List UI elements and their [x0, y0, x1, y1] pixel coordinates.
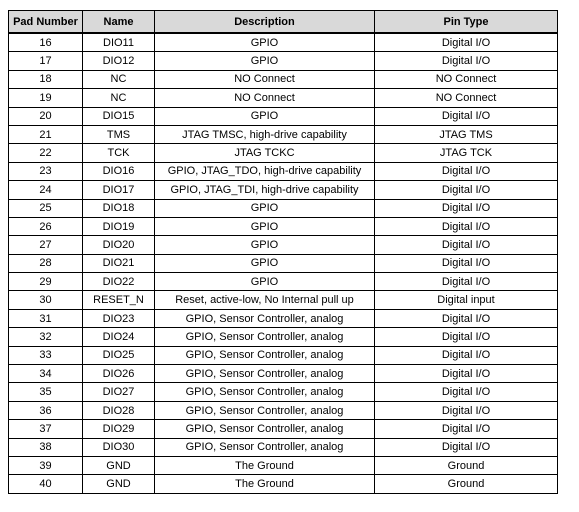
table-row: [9, 383, 558, 401]
cell-pin-type: Digital I/O: [375, 181, 558, 199]
cell-pin-type: Digital I/O: [375, 33, 558, 52]
header-pad-number: Pad Number: [9, 11, 83, 34]
cell-name: GND: [83, 456, 155, 474]
cell-pad-number: 18: [9, 70, 83, 88]
table-header: [9, 11, 558, 34]
cell-name: DIO24: [83, 328, 155, 346]
table-row: [9, 346, 558, 364]
cell-pin-type: Digital I/O: [375, 236, 558, 254]
table-row: [9, 181, 558, 199]
cell-pad-number: 40: [9, 475, 83, 493]
header-pin-type: Pin Type: [375, 11, 558, 34]
cell-description: GPIO, Sensor Controller, analog: [155, 328, 375, 346]
cell-description: GPIO: [155, 33, 375, 52]
table-row: [9, 217, 558, 235]
table-row: [9, 273, 558, 291]
cell-description: The Ground: [155, 475, 375, 493]
cell-description: Reset, active-low, No Internal pull up: [155, 291, 375, 309]
cell-name: DIO22: [83, 273, 155, 291]
cell-description: GPIO: [155, 254, 375, 272]
table-row: [9, 309, 558, 327]
table-row: [9, 420, 558, 438]
cell-pad-number: 24: [9, 181, 83, 199]
cell-name: DIO15: [83, 107, 155, 125]
cell-name: TMS: [83, 125, 155, 143]
table-row: [9, 438, 558, 456]
cell-description: GPIO, JTAG_TDI, high-drive capability: [155, 181, 375, 199]
cell-pin-type: Digital I/O: [375, 273, 558, 291]
pin-table: [8, 10, 558, 494]
table-body: [9, 33, 558, 493]
cell-name: TCK: [83, 144, 155, 162]
cell-pad-number: 26: [9, 217, 83, 235]
cell-name: NC: [83, 70, 155, 88]
cell-pad-number: 33: [9, 346, 83, 364]
table-row: [9, 144, 558, 162]
cell-name: DIO25: [83, 346, 155, 364]
cell-pad-number: 35: [9, 383, 83, 401]
cell-name: DIO16: [83, 162, 155, 180]
cell-description: GPIO, Sensor Controller, analog: [155, 401, 375, 419]
cell-name: DIO28: [83, 401, 155, 419]
cell-description: GPIO, Sensor Controller, analog: [155, 420, 375, 438]
cell-pin-type: NO Connect: [375, 89, 558, 107]
cell-description: GPIO, Sensor Controller, analog: [155, 365, 375, 383]
cell-description: GPIO, Sensor Controller, analog: [155, 383, 375, 401]
cell-description: GPIO, Sensor Controller, analog: [155, 438, 375, 456]
cell-pad-number: 36: [9, 401, 83, 419]
cell-description: GPIO: [155, 236, 375, 254]
table-row: [9, 456, 558, 474]
cell-pad-number: 20: [9, 107, 83, 125]
cell-pin-type: Digital I/O: [375, 420, 558, 438]
cell-name: DIO21: [83, 254, 155, 272]
cell-pad-number: 21: [9, 125, 83, 143]
header-description: Description: [155, 11, 375, 34]
cell-name: RESET_N: [83, 291, 155, 309]
cell-pin-type: Digital I/O: [375, 401, 558, 419]
table-row: [9, 70, 558, 88]
cell-name: DIO23: [83, 309, 155, 327]
cell-name: DIO11: [83, 33, 155, 52]
cell-name: DIO27: [83, 383, 155, 401]
cell-pad-number: 17: [9, 52, 83, 70]
cell-pin-type: NO Connect: [375, 70, 558, 88]
cell-description: GPIO: [155, 107, 375, 125]
cell-pin-type: Digital I/O: [375, 107, 558, 125]
cell-pad-number: 37: [9, 420, 83, 438]
cell-pin-type: Digital I/O: [375, 365, 558, 383]
cell-description: GPIO: [155, 199, 375, 217]
cell-pad-number: 27: [9, 236, 83, 254]
cell-pin-type: Digital I/O: [375, 254, 558, 272]
cell-pin-type: Digital I/O: [375, 438, 558, 456]
cell-description: NO Connect: [155, 70, 375, 88]
cell-name: DIO19: [83, 217, 155, 235]
table-row: [9, 291, 558, 309]
cell-pad-number: 25: [9, 199, 83, 217]
cell-pin-type: Digital I/O: [375, 52, 558, 70]
cell-description: NO Connect: [155, 89, 375, 107]
cell-description: GPIO, Sensor Controller, analog: [155, 346, 375, 364]
cell-name: DIO17: [83, 181, 155, 199]
cell-pin-type: Digital I/O: [375, 217, 558, 235]
table-row: [9, 475, 558, 493]
cell-description: GPIO: [155, 52, 375, 70]
cell-pad-number: 23: [9, 162, 83, 180]
cell-pad-number: 22: [9, 144, 83, 162]
cell-name: DIO12: [83, 52, 155, 70]
cell-name: NC: [83, 89, 155, 107]
cell-pin-type: Digital I/O: [375, 162, 558, 180]
cell-description: GPIO, Sensor Controller, analog: [155, 309, 375, 327]
cell-name: DIO18: [83, 199, 155, 217]
cell-pin-type: JTAG TCK: [375, 144, 558, 162]
cell-pad-number: 39: [9, 456, 83, 474]
table-row: [9, 125, 558, 143]
cell-name: DIO20: [83, 236, 155, 254]
cell-pin-type: Digital I/O: [375, 328, 558, 346]
table-row: [9, 33, 558, 52]
cell-pad-number: 19: [9, 89, 83, 107]
cell-pin-type: Ground: [375, 475, 558, 493]
cell-name: DIO30: [83, 438, 155, 456]
table-row: [9, 89, 558, 107]
cell-pin-type: Digital I/O: [375, 383, 558, 401]
cell-description: GPIO: [155, 273, 375, 291]
cell-pin-type: JTAG TMS: [375, 125, 558, 143]
cell-pin-type: Ground: [375, 456, 558, 474]
table-row: [9, 254, 558, 272]
header-name: Name: [83, 11, 155, 34]
cell-pad-number: 29: [9, 273, 83, 291]
table-row: [9, 236, 558, 254]
table-row: [9, 52, 558, 70]
cell-pin-type: Digital I/O: [375, 309, 558, 327]
table-row: [9, 162, 558, 180]
cell-pin-type: Digital I/O: [375, 346, 558, 364]
cell-description: GPIO, JTAG_TDO, high-drive capability: [155, 162, 375, 180]
cell-pad-number: 32: [9, 328, 83, 346]
cell-pad-number: 34: [9, 365, 83, 383]
cell-name: DIO26: [83, 365, 155, 383]
header-row: [9, 11, 558, 34]
table-row: [9, 365, 558, 383]
cell-pin-type: Digital I/O: [375, 199, 558, 217]
cell-pin-type: Digital input: [375, 291, 558, 309]
cell-pad-number: 31: [9, 309, 83, 327]
cell-pad-number: 16: [9, 33, 83, 52]
table-row: [9, 199, 558, 217]
cell-name: GND: [83, 475, 155, 493]
cell-pad-number: 38: [9, 438, 83, 456]
table-row: [9, 401, 558, 419]
table-row: [9, 328, 558, 346]
cell-pad-number: 28: [9, 254, 83, 272]
cell-description: The Ground: [155, 456, 375, 474]
table-row: [9, 107, 558, 125]
cell-pad-number: 30: [9, 291, 83, 309]
cell-description: JTAG TCKC: [155, 144, 375, 162]
cell-description: GPIO: [155, 217, 375, 235]
cell-description: JTAG TMSC, high-drive capability: [155, 125, 375, 143]
cell-name: DIO29: [83, 420, 155, 438]
